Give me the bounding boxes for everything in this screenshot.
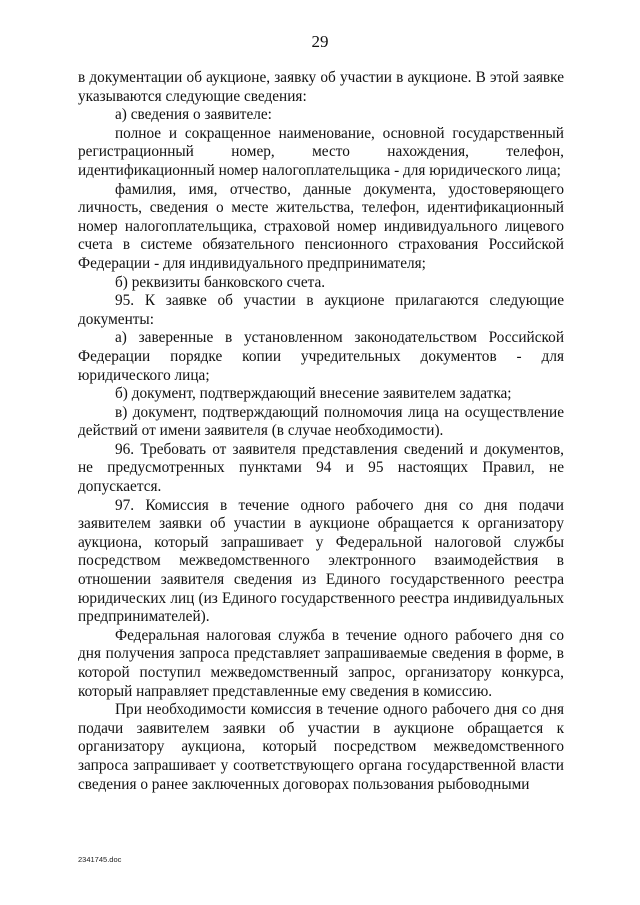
footer-filename: 2341745.doc bbox=[78, 855, 122, 864]
paragraph-clause-95: 95. К заявке об участии в аукционе прилагаются следующие документы: bbox=[78, 292, 564, 328]
paragraph-individual-entrepreneur-info: фамилия, имя, отчество, данные документа, удостоверяющего личность, сведения о месте жительства, телефон, идентификационный номер налогоплательщика, страховой номер индивидуального лицевого счета в системе обязательного пенсионного страхования Российской Федерации - для индивидуального предпринимателя; bbox=[78, 180, 564, 272]
paragraph-item-a-applicant-info: а) сведения о заявителе: bbox=[115, 106, 272, 124]
paragraph-legal-entity-info: полное и сокращенное наименование, основной государственный регистрационный номер, место нахождения, телефон, идентификационный номер налогоплательщика - для юридического лица; bbox=[78, 124, 564, 179]
paragraph-tax-service: Федеральная налоговая служба в течение одного рабочего дня со дня получения запроса представляет запрашиваемые сведения в форме, в которой поступил межведомственный запрос, организатору конкурса, который направляет представленные ему сведения в комиссию. bbox=[78, 626, 564, 700]
paragraph-clause-96: 96. Требовать от заявителя представления сведений и документов, не предусмотренных пунктами 94 и 95 настоящих Правил, не допускается. bbox=[78, 440, 564, 496]
paragraph-continuation: в документации об аукционе, заявку об участии в аукционе. В этой заявке указываются следующие сведения: bbox=[78, 69, 564, 105]
document-body bbox=[78, 69, 564, 794]
paragraph-commission-request: При необходимости комиссия в течение одного рабочего дня со дня подачи заявителем заявки об участии в аукционе обращается к организатору аукциона, который посредством межведомственного запроса запрашивает у соответствующего органа государственной власти сведения о ранее заключенных договорах пользования рыбоводными bbox=[78, 701, 564, 793]
page-number: 29 bbox=[311, 32, 329, 51]
paragraph-item-b-deposit-doc: б) документ, подтверждающий внесение заявителем задатка; bbox=[115, 385, 512, 403]
paragraph-item-b-bank-details: б) реквизиты банковского счета. bbox=[115, 273, 326, 291]
paragraph-item-c-authority-doc: в) документ, подтверждающий полномочия лица на осуществление действий от имени заявителя (в случае необходимости). bbox=[78, 403, 564, 440]
paragraph-clause-97: 97. Комиссия в течение одного рабочего дня со дня подачи заявителем заявки об участии в аукционе обращается к организатору аукциона, который запрашивает у Федеральной налоговой службы посредством межведомственного электронного взаимодействия в отношении заявителя сведения из Единого государственного реестра юридических лиц (из Единого государственного реестра индивидуальных предпринимателей). bbox=[78, 496, 564, 626]
paragraph-item-a-founding-docs: а) заверенные в установленном законодательством Российской Федерации порядке копии учредительных документов - для юридического лица; bbox=[78, 329, 564, 384]
